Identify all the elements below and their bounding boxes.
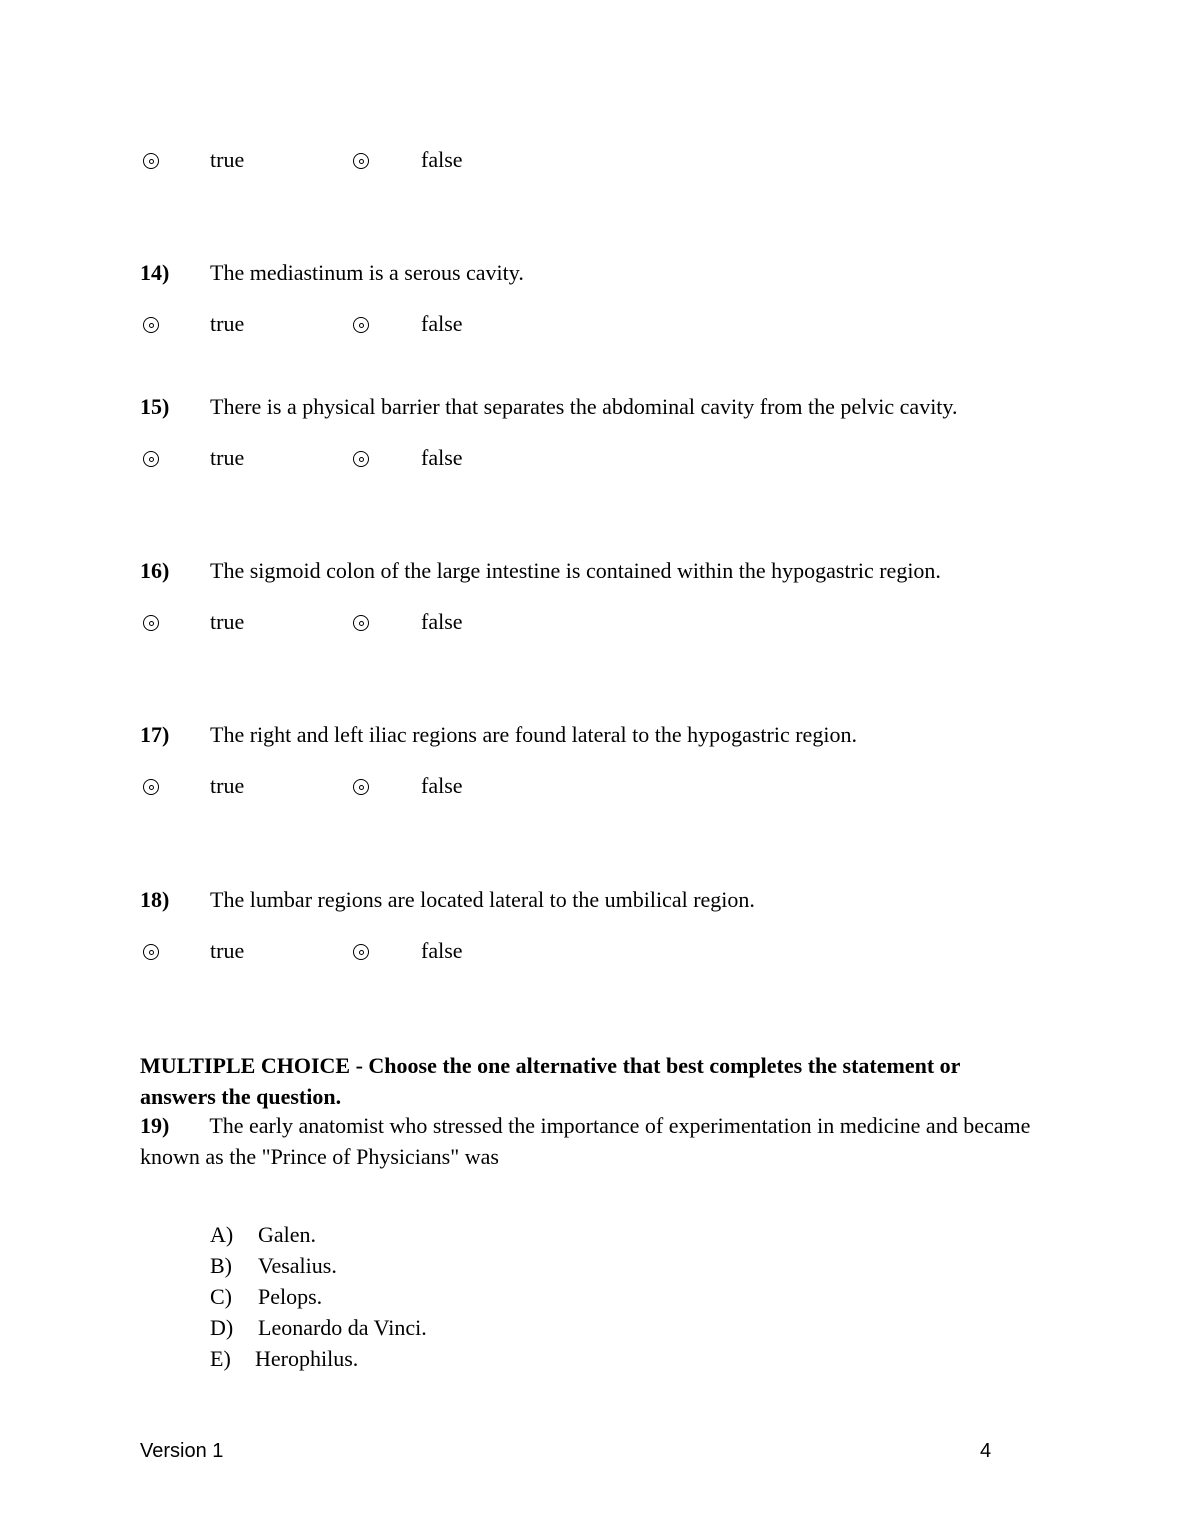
- question-text: The lumbar regions are located lateral to the umbilical region.: [210, 887, 755, 912]
- true-radio-icon[interactable]: [143, 615, 159, 631]
- true-radio-icon[interactable]: [143, 451, 159, 467]
- choice-letter: D): [210, 1315, 234, 1340]
- false-radio-icon[interactable]: [353, 779, 369, 795]
- question-number: 14): [140, 260, 170, 285]
- question-19: [140, 1110, 1040, 1172]
- choice-e[interactable]: [210, 1346, 358, 1372]
- choice-letter: C): [210, 1284, 232, 1309]
- question-text: The mediastinum is a serous cavity.: [210, 260, 524, 285]
- choice-letter: B): [210, 1253, 232, 1278]
- choice-c[interactable]: [210, 1284, 322, 1310]
- footer-page-number: 4: [980, 1440, 992, 1462]
- true-option-label: true: [210, 938, 245, 963]
- choice-text: Vesalius.: [258, 1253, 337, 1278]
- question-number: 17): [140, 722, 170, 747]
- true-radio-icon[interactable]: [143, 944, 159, 960]
- question-text: The right and left iliac regions are found lateral to the hypogastric region.: [210, 722, 857, 747]
- choice-text: Leonardo da Vinci.: [258, 1315, 427, 1340]
- false-option-label: false: [421, 609, 463, 634]
- choice-text: Pelops.: [258, 1284, 323, 1309]
- question-number: 16): [140, 558, 170, 583]
- false-option-label: false: [421, 445, 463, 470]
- false-option-label: false: [421, 147, 463, 172]
- choice-d[interactable]: [210, 1315, 427, 1341]
- choice-text: Herophilus.: [255, 1346, 359, 1371]
- question-number: 18): [140, 887, 170, 912]
- question-number: 15): [140, 394, 170, 419]
- true-option-label: true: [210, 147, 245, 172]
- choice-text: Galen.: [258, 1222, 317, 1247]
- question-text: The sigmoid colon of the large intestine is contained within the hypogastric region.: [210, 558, 941, 583]
- false-option-label: false: [421, 938, 463, 963]
- false-radio-icon[interactable]: [353, 153, 369, 169]
- choice-a[interactable]: [210, 1222, 316, 1248]
- question-number: 19): [140, 1113, 170, 1138]
- true-option-label: true: [210, 445, 245, 470]
- question-text: The early anatomist who stressed the importance of experimentation in medicine and became known as the "Prince of Physicians" was: [140, 1113, 1031, 1169]
- choice-letter: A): [210, 1222, 234, 1247]
- false-radio-icon[interactable]: [353, 451, 369, 467]
- true-radio-icon[interactable]: [143, 317, 159, 333]
- footer-version: Version 1: [140, 1440, 224, 1462]
- true-option-label: true: [210, 773, 245, 798]
- false-radio-icon[interactable]: [353, 615, 369, 631]
- true-option-label: true: [210, 609, 245, 634]
- true-radio-icon[interactable]: [143, 779, 159, 795]
- question-text: There is a physical barrier that separates the abdominal cavity from the pelvic cavity.: [210, 394, 958, 419]
- false-radio-icon[interactable]: [353, 944, 369, 960]
- choice-b[interactable]: [210, 1253, 337, 1279]
- choice-letter: E): [210, 1346, 231, 1371]
- false-radio-icon[interactable]: [353, 317, 369, 333]
- true-radio-icon[interactable]: [143, 153, 159, 169]
- false-option-label: false: [421, 773, 463, 798]
- true-option-label: true: [210, 311, 245, 336]
- false-option-label: false: [421, 311, 463, 336]
- multiple-choice-heading: MULTIPLE CHOICE - Choose the one alternative that best completes the statement or answers the question.: [140, 1053, 961, 1109]
